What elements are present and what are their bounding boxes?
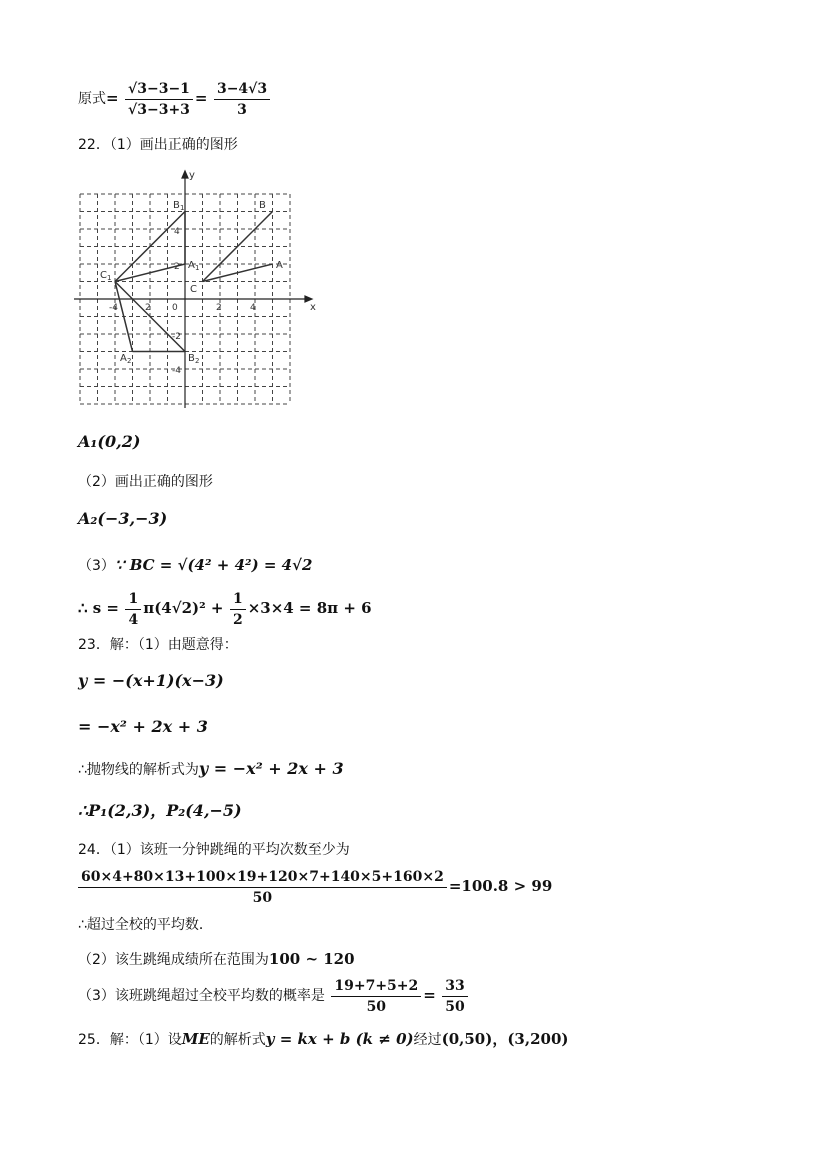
q24-average-formula: $\frac{60\times 4+80\times 13+100\times 19+120\times 7+140\times 5+160\times 2}{50}$ =100.8 > 99 [78, 864, 552, 909]
q24-part3: （3）该班跳绳超过全校平均数的概率是 $\frac{19+7+5+2}{50}$ = $\frac{33}{50}$ [78, 974, 470, 1017]
svg-text:1: 1 [180, 204, 185, 212]
svg-text:1: 1 [107, 274, 112, 282]
svg-text:2: 2 [195, 357, 200, 365]
point-label: B [188, 353, 195, 364]
y-axis-arrow [182, 171, 188, 178]
q23-line-1: y = −(x+1)(x−3) [78, 671, 224, 690]
tick-label: 0 [172, 303, 178, 313]
q24-part2: （2）该生跳绳成绩所在范围为100 ~ 120 [78, 950, 355, 968]
point-label: A [188, 260, 195, 271]
point-labels [100, 200, 283, 365]
tick-label: 2 [145, 303, 151, 313]
yuanshi-label: 原式 [78, 91, 106, 107]
fraction-2: $\frac{3-4√3}{3}$ [214, 80, 270, 119]
point-label: C [100, 270, 107, 281]
point-label: C [190, 284, 197, 295]
svg-text:1: 1 [195, 264, 200, 272]
axis-labels [189, 170, 316, 313]
tick-label: 2 [216, 303, 222, 313]
q22-heading: 22．（1）画出正确的图形 [78, 137, 238, 153]
coordinate-grid-figure [72, 168, 332, 412]
q22-part3: （3）∵ BC = √(4² + 4²) = 4√2 [78, 556, 313, 574]
q24-heading: 24．（1）该班一分钟跳绳的平均次数至少为 [78, 842, 350, 858]
svg-text:2: 2 [127, 357, 132, 365]
area-formula-line: ∴ s = $\frac{1}{4}$ π(4√2)² + $\frac{1}{2}$ ×3×4 = 8π + 6 [78, 590, 372, 628]
q23-line-2: = −x² + 2x + 3 [78, 717, 208, 736]
tick-label: 4 [174, 227, 180, 237]
tick-label: -2 [172, 332, 181, 342]
a1-coordinate: A₁(0,2) [78, 432, 141, 451]
point-label: A [276, 260, 283, 271]
a2-coordinate: A₂(−3,−3) [78, 509, 168, 528]
q23-line-4: ∴P₁(2,3)，P₂(4,−5) [78, 801, 242, 820]
tick-label: -4 [172, 366, 181, 376]
q23-heading: 23．解：（1）由题意得： [78, 637, 238, 653]
coordinate-grid-svg [72, 168, 332, 408]
point-label: A [120, 353, 127, 364]
tick-label: 4 [250, 303, 256, 313]
q24-conclusion: ∴超过全校的平均数． [78, 917, 213, 933]
x-axis-label: x [310, 302, 316, 313]
tick-label: 2 [174, 262, 180, 272]
tick-label: -4 [109, 303, 118, 313]
point-label: B [173, 200, 180, 211]
q25-heading: 25．解：（1）设ME的解析式y = kx + b (k ≠ 0)经过(0,50)，(3,200) [78, 1030, 569, 1048]
point-label: B [259, 200, 266, 211]
fraction-1: $\frac{√3-3-1}{√3-3+3}$ [125, 80, 193, 119]
y-axis-label: y [189, 170, 195, 181]
q22-part2: （2）画出正确的图形 [78, 474, 213, 490]
q23-line-3: ∴抛物线的解析式为y = −x² + 2x + 3 [78, 759, 344, 778]
simplified-expression-line: 原式= $\frac{√3-3-1}{√3-3+3}$ = $\frac{3-4√3}{3}$ [78, 76, 272, 121]
